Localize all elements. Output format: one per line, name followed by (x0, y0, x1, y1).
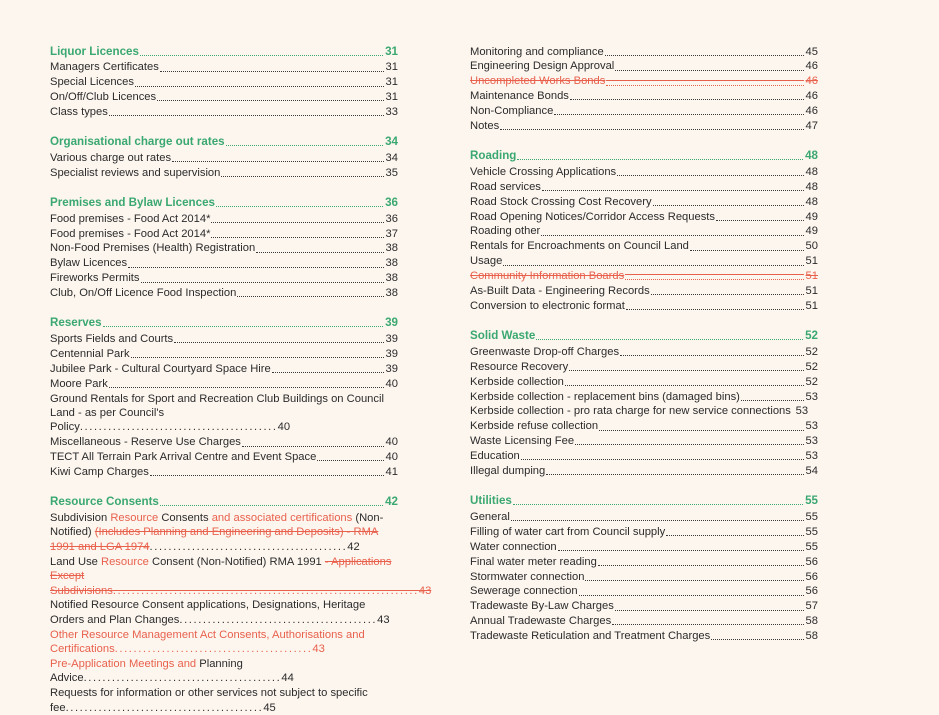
toc-section (470, 328, 818, 478)
toc-page-number: 52 (805, 375, 818, 388)
toc-entry-label: Kerbside collection (470, 375, 564, 388)
toc-section-title: Organisational charge out rates (50, 135, 225, 149)
toc-page-number: 40 (385, 436, 398, 449)
toc-entry-label: Usage (470, 255, 503, 268)
toc-entry-label: Road Opening Notices/Corridor Access Requests (470, 210, 715, 223)
toc-entry[interactable] (50, 60, 398, 75)
toc-entry-label: Food premises - Food Act 2014* (50, 227, 211, 240)
toc-page-number: 39 (385, 362, 398, 375)
text-plain: Planning Advice (50, 658, 243, 685)
toc-page-number: 52 (805, 345, 818, 358)
toc-entry[interactable] (50, 226, 398, 241)
toc-entry-label: Filling of water cart from Council supply (470, 525, 666, 538)
toc-entry[interactable] (470, 554, 818, 569)
toc-entry[interactable] (470, 614, 818, 629)
toc-page-number: 43 (312, 643, 325, 656)
toc-section-heading[interactable] (50, 135, 398, 150)
toc-left-column (50, 44, 432, 714)
toc-page-number: 53 (805, 435, 818, 448)
text-edit-insert: and associated certifications (211, 511, 356, 524)
dot-leader (653, 204, 804, 206)
toc-page-number: 34 (385, 135, 398, 149)
toc-entry-label: Kiwi Camp Charges (50, 466, 149, 479)
toc-entry-label: As-Built Data - Engineering Records (470, 285, 650, 298)
toc-entry[interactable] (50, 435, 398, 450)
toc-entry-label: Education (470, 450, 520, 463)
toc-entry-label: Notes (470, 120, 500, 133)
dot-leader (517, 158, 803, 160)
toc-entry[interactable] (50, 510, 398, 554)
toc-entry[interactable] (470, 104, 818, 119)
toc-section-heading[interactable] (50, 495, 398, 510)
toc-page-number: 51 (805, 255, 818, 268)
toc-entry-label: Road Stock Crossing Cost Recovery (470, 195, 652, 208)
toc-entry-label: Roading other (470, 225, 541, 238)
dot-leader (172, 160, 383, 162)
toc-entry[interactable] (470, 584, 818, 599)
toc-entry-label: Fireworks Permits (50, 272, 140, 285)
toc-entry[interactable] (470, 194, 818, 209)
toc-section-title: Premises and Bylaw Licences (50, 195, 215, 209)
toc-entry-label: Bylaw Licences (50, 257, 128, 270)
toc-page-number: 36 (385, 212, 398, 225)
toc-entry[interactable] (50, 376, 398, 391)
toc-entry[interactable] (50, 627, 398, 656)
toc-entry[interactable] (470, 419, 818, 434)
toc-section-heading[interactable] (470, 148, 818, 163)
toc-section (50, 195, 398, 300)
toc-entry-label: Road services (470, 180, 541, 193)
toc-entry[interactable] (470, 449, 818, 464)
toc-entry[interactable] (470, 119, 818, 134)
toc-page-number: 56 (805, 555, 818, 568)
text-plain: Subdivision (50, 511, 111, 524)
toc-entry[interactable] (470, 629, 818, 644)
toc-page-number: 48 (805, 165, 818, 178)
toc-entry-label: Vehicle Crossing Applications (470, 165, 617, 178)
toc-entry[interactable] (470, 404, 818, 419)
toc-entry-label: Kerbside collection - pro rata charge for new service connections (470, 405, 791, 418)
toc-page-number: 35 (385, 166, 398, 179)
toc-entry[interactable] (470, 59, 818, 74)
text-edit-insert: Resource (101, 555, 152, 568)
dot-leader (513, 503, 803, 505)
toc-entry[interactable] (470, 299, 818, 314)
toc-page-number: 58 (805, 630, 818, 643)
toc-entry-label: Uncompleted Works Bonds (470, 75, 606, 88)
text-edit-delete: - Applications Except Subdivisions (50, 555, 392, 597)
toc-entry-label: Community Information Boards (470, 270, 625, 283)
dot-leader (612, 623, 803, 625)
toc-page-number: 41 (385, 466, 398, 479)
toc-section (50, 44, 398, 120)
dot-leader (500, 128, 803, 130)
toc-page-number: 53 (805, 390, 818, 403)
dot-leader (242, 445, 384, 447)
toc-page-number: 45 (805, 45, 818, 58)
toc-entry[interactable] (50, 165, 398, 180)
toc-entry[interactable] (50, 598, 398, 627)
toc-page-number: 51 (805, 270, 818, 283)
dot-leader (617, 174, 803, 176)
toc-entry[interactable] (470, 284, 818, 299)
toc-section-title: Reserves (50, 316, 102, 330)
dot-leader (150, 474, 384, 476)
toc-entry-label: On/Off/Club Licences (50, 91, 157, 104)
toc-right-column (470, 44, 818, 643)
toc-entry-label: Rentals for Encroachments on Council Land (470, 240, 689, 253)
toc-section-title: Utilities (470, 493, 512, 507)
toc-page-number: 39 (385, 333, 398, 345)
toc-page-number: 38 (385, 272, 398, 285)
toc-page-number: 40 (385, 451, 398, 464)
toc-section (470, 44, 818, 133)
toc-entry-label: Final water meter reading (470, 555, 597, 568)
toc-entry-label: Class types (50, 106, 108, 119)
toc-entry[interactable] (470, 524, 818, 539)
toc-entry-label: Miscellaneous - Reserve Use Charges (50, 436, 241, 449)
toc-entry[interactable] (50, 332, 398, 347)
dot-leader (606, 84, 803, 86)
toc-page-number: 39 (385, 347, 398, 360)
dot-leader (711, 638, 803, 640)
toc-section (50, 316, 398, 480)
toc-entry-label: General (470, 510, 510, 523)
toc-page-number: 58 (805, 615, 818, 628)
toc-page-number: 36 (385, 195, 398, 209)
toc-entry-label: Kerbside collection - replacement bins (damaged bins) (470, 390, 740, 403)
toc-entry[interactable] (470, 89, 818, 104)
dot-leader (716, 219, 804, 221)
toc-entry-label: Waste Licensing Fee (470, 435, 575, 448)
toc-page-number: 55 (805, 540, 818, 553)
dot-leader: ................................................................. (112, 584, 419, 597)
dot-leader (160, 70, 384, 72)
dot-leader (103, 325, 384, 327)
toc-entry[interactable] (470, 269, 818, 284)
dot-leader (542, 189, 804, 191)
dot-leader (605, 54, 804, 56)
toc-page-number: 46 (805, 105, 818, 118)
toc-entry-label: Managers Certificates (50, 61, 159, 74)
toc-page-number: 31 (385, 91, 398, 104)
dot-leader (615, 609, 804, 611)
dot-leader (160, 504, 383, 506)
toc-entry[interactable] (470, 389, 818, 404)
dot-leader (585, 579, 803, 581)
toc-section-title: Solid Waste (470, 328, 536, 342)
toc-page-number: 34 (385, 151, 398, 164)
toc-page-number: 46 (805, 90, 818, 103)
toc-page-number: 56 (805, 585, 818, 598)
toc-entry-label: TECT All Terrain Park Arrival Centre and Event Space (50, 451, 317, 464)
toc-entry[interactable] (50, 465, 398, 480)
toc-section-heading[interactable] (470, 328, 818, 343)
dot-leader (174, 341, 383, 343)
text-edit-insert: Pre-Application Meetings and (50, 658, 200, 671)
toc-entry-label: Other Resource Management Act Consents, Authorisations and Certifications (50, 628, 365, 656)
toc-page-number: 52 (805, 328, 818, 342)
toc-page-number: 31 (385, 76, 398, 89)
toc-entry[interactable] (50, 211, 398, 226)
toc-entry-label: Non-Food Premises (Health) Registration (50, 242, 256, 255)
dot-leader (221, 175, 383, 177)
toc-page-number: 55 (805, 510, 818, 523)
toc-section-heading[interactable] (470, 493, 818, 508)
toc-page-number: 54 (805, 465, 818, 478)
toc-page-number: 43 (418, 584, 432, 597)
dot-leader (690, 249, 804, 251)
toc-entry-label: Stormwater connection (470, 570, 585, 583)
dot-leader (157, 99, 383, 101)
dot-leader (579, 594, 804, 596)
text-edit-insert: Resource (110, 511, 162, 524)
toc-section-title: Roading (470, 148, 517, 162)
dot-leader (109, 386, 384, 388)
toc-entry[interactable] (50, 686, 398, 715)
toc-page-number: 38 (385, 242, 398, 255)
toc-entry-label: Annual Tradewaste Charges (470, 615, 612, 628)
toc-page-number: 43 (377, 613, 390, 626)
toc-entry-label: Centennial Park (50, 347, 130, 360)
toc-entry[interactable] (50, 150, 398, 165)
toc-page-number: 49 (805, 210, 818, 223)
toc-entry-label: Jubilee Park - Cultural Courtyard Space Hire (50, 362, 271, 375)
dot-leader (546, 473, 803, 475)
toc-page-number: 47 (805, 120, 818, 133)
toc-page-number: 51 (805, 300, 818, 312)
dot-leader (569, 369, 803, 371)
dot-leader (651, 293, 804, 295)
text-plain: Land Use (50, 555, 101, 568)
toc-page-number: 37 (385, 227, 398, 240)
dot-leader (211, 236, 383, 238)
toc-entry[interactable] (50, 391, 398, 435)
dot-leader: .......................................... (114, 643, 313, 656)
toc-entry[interactable] (50, 75, 398, 90)
toc-page-number: 33 (385, 106, 398, 119)
toc-entry-label: Water connection (470, 540, 557, 553)
toc-entry-label: Requests for information or other services not subject to specific fee (50, 687, 368, 714)
toc-entry[interactable] (50, 450, 398, 465)
toc-entry-label: Tradewaste Reticulation and Treatment Charges (470, 630, 711, 643)
toc-page-number: 49 (805, 225, 818, 238)
toc-page-number: 48 (805, 180, 818, 193)
toc-section (50, 135, 398, 181)
toc-section (50, 495, 432, 715)
toc-entry[interactable] (50, 105, 398, 120)
toc-entry-label: Illegal dumping (470, 465, 546, 478)
text-plain: Consents (161, 511, 212, 524)
toc-section-title: Liquor Licences (50, 44, 139, 58)
dot-leader (570, 98, 804, 100)
toc-entry-label: Sports Fields and Courts (50, 333, 174, 345)
toc-entry-label: Notified Resource Consent applications, Designations, Heritage Orders and Plan Changes (50, 599, 366, 626)
toc-section-heading[interactable] (50, 316, 398, 331)
toc-page-number: 44 (281, 672, 294, 685)
toc-entry[interactable] (470, 539, 818, 554)
toc-page-number: 53 (805, 420, 818, 433)
toc-page-number: 46 (805, 60, 818, 73)
dot-leader: .......................................... (83, 672, 282, 685)
toc-entry[interactable] (50, 256, 398, 271)
toc-entry[interactable] (50, 361, 398, 376)
toc-entry[interactable] (470, 254, 818, 269)
toc-page-number: 55 (805, 493, 818, 507)
dot-leader (503, 264, 803, 266)
toc-entry[interactable] (50, 346, 398, 361)
toc-page-number: 56 (805, 570, 818, 583)
toc-page-number: 31 (385, 61, 398, 74)
toc-page-number: 38 (385, 287, 398, 300)
toc-section (470, 493, 818, 643)
toc-entry[interactable] (470, 359, 818, 374)
toc-entry[interactable] (470, 179, 818, 194)
toc-page-number: 40 (385, 377, 398, 390)
dot-leader (554, 113, 803, 115)
dot-leader (741, 399, 804, 401)
toc-page-number: 46 (805, 75, 818, 88)
toc-page-number: 31 (385, 44, 398, 58)
toc-entry-label: Moore Park (50, 377, 108, 390)
toc-page-number: 45 (263, 701, 276, 714)
toc-section-heading[interactable] (50, 195, 398, 210)
toc-entry-label: Tradewaste By-Law Charges (470, 600, 614, 613)
toc-section-heading[interactable] (50, 44, 398, 59)
toc-page-number: 38 (385, 257, 398, 270)
toc-page-number: 52 (805, 360, 818, 373)
toc-entry[interactable] (470, 344, 818, 359)
toc-entry[interactable] (470, 569, 818, 584)
dot-leader (140, 54, 383, 56)
dot-leader (615, 69, 803, 71)
toc-entry-label: Specialist reviews and supervision (50, 166, 221, 179)
dot-leader (511, 519, 804, 521)
dot-leader (541, 234, 803, 236)
dot-leader (575, 443, 803, 445)
dot-leader (109, 114, 384, 116)
toc-page-number: 48 (805, 148, 818, 162)
toc-entry[interactable] (50, 286, 398, 301)
dot-leader (598, 564, 804, 566)
toc-page-number: 55 (805, 525, 818, 538)
toc-page-number: 50 (805, 240, 818, 253)
text-edit-delete: (Includes Planning and Engineering and Deposits) - RMA 1991 and LGA 1974 (50, 526, 379, 553)
text-plain: (Non-Notified) (50, 511, 384, 539)
toc-entry[interactable] (50, 554, 432, 598)
toc-entry-label: Non-Compliance (470, 105, 554, 118)
toc-entry[interactable] (50, 90, 398, 105)
dot-leader: .......................................... (79, 421, 278, 434)
dot-leader (317, 459, 383, 461)
dot-leader (599, 429, 803, 431)
toc-page-number: 53 (805, 450, 818, 463)
toc-entry[interactable] (470, 374, 818, 389)
dot-leader (626, 308, 804, 310)
dot-leader (558, 549, 804, 551)
toc-entry[interactable] (470, 434, 818, 449)
toc-page-number: 51 (805, 285, 818, 298)
toc-entry[interactable] (50, 241, 398, 256)
toc-entry[interactable] (470, 464, 818, 479)
toc-entry-label: Monitoring and compliance (470, 45, 604, 58)
dot-leader (666, 534, 803, 536)
dot-leader (226, 144, 383, 146)
toc-page-number: 39 (385, 316, 398, 330)
dot-leader: .......................................... (149, 540, 348, 553)
toc-entry-label: Ground Rentals for Sport and Recreation Club Buildings on Council Land - as per Council's Policy (50, 392, 384, 434)
dot-leader (141, 281, 384, 283)
text-plain: Consent (Non-Notified) RMA 1991 (152, 555, 325, 568)
toc-entry-label: Special Licences (50, 76, 134, 89)
dot-leader (128, 266, 383, 268)
toc-entry-label: Engineering Design Approval (470, 60, 615, 73)
toc-section-title: Resource Consents (50, 495, 159, 509)
toc-entry[interactable] (470, 74, 818, 89)
dot-leader (565, 384, 804, 386)
toc-entry[interactable] (50, 271, 398, 286)
toc-entry-label: Club, On/Off Licence Food Inspection (50, 287, 237, 300)
dot-leader: .......................................... (179, 613, 378, 626)
toc-section (470, 148, 818, 313)
toc-entry[interactable] (470, 164, 818, 179)
toc-page-number: 53 (795, 405, 809, 418)
toc-entry[interactable] (470, 224, 818, 239)
dot-leader (216, 205, 383, 207)
toc-entry-label: Kerbside refuse collection (470, 420, 599, 433)
toc-entry-label: Conversion to electronic format (470, 300, 625, 312)
dot-leader (256, 251, 383, 253)
dot-leader (131, 356, 384, 358)
toc-entry-label: Food premises - Food Act 2014* (50, 212, 211, 225)
toc-entry-label: Resource Recovery (470, 360, 569, 373)
dot-leader (521, 458, 804, 460)
toc-entry-label: Maintenance Bonds (470, 90, 569, 103)
dot-leader (237, 295, 383, 297)
toc-entry[interactable] (470, 209, 818, 224)
dot-leader (625, 278, 803, 280)
toc-page-number: 48 (805, 195, 818, 208)
toc-entry[interactable] (470, 239, 818, 254)
toc-entry[interactable] (470, 599, 818, 614)
toc-entry-label: Greenwaste Drop-off Charges (470, 345, 620, 358)
toc-page-number: 42 (347, 540, 360, 553)
dot-leader (135, 85, 384, 87)
toc-entry-label: Sewerage connection (470, 585, 578, 598)
toc-page-number: 40 (277, 421, 291, 434)
toc-entry-label: Various charge out rates (50, 151, 172, 164)
dot-leader (272, 371, 384, 373)
toc-entry[interactable] (470, 509, 818, 524)
dot-leader (536, 338, 803, 340)
toc-page-number: 42 (385, 495, 398, 509)
dot-leader (211, 221, 383, 223)
toc-entry[interactable] (470, 44, 818, 59)
dot-leader (620, 354, 804, 356)
toc-entry[interactable] (50, 657, 398, 686)
toc-page-number: 57 (805, 600, 818, 613)
dot-leader: .......................................... (65, 701, 264, 714)
